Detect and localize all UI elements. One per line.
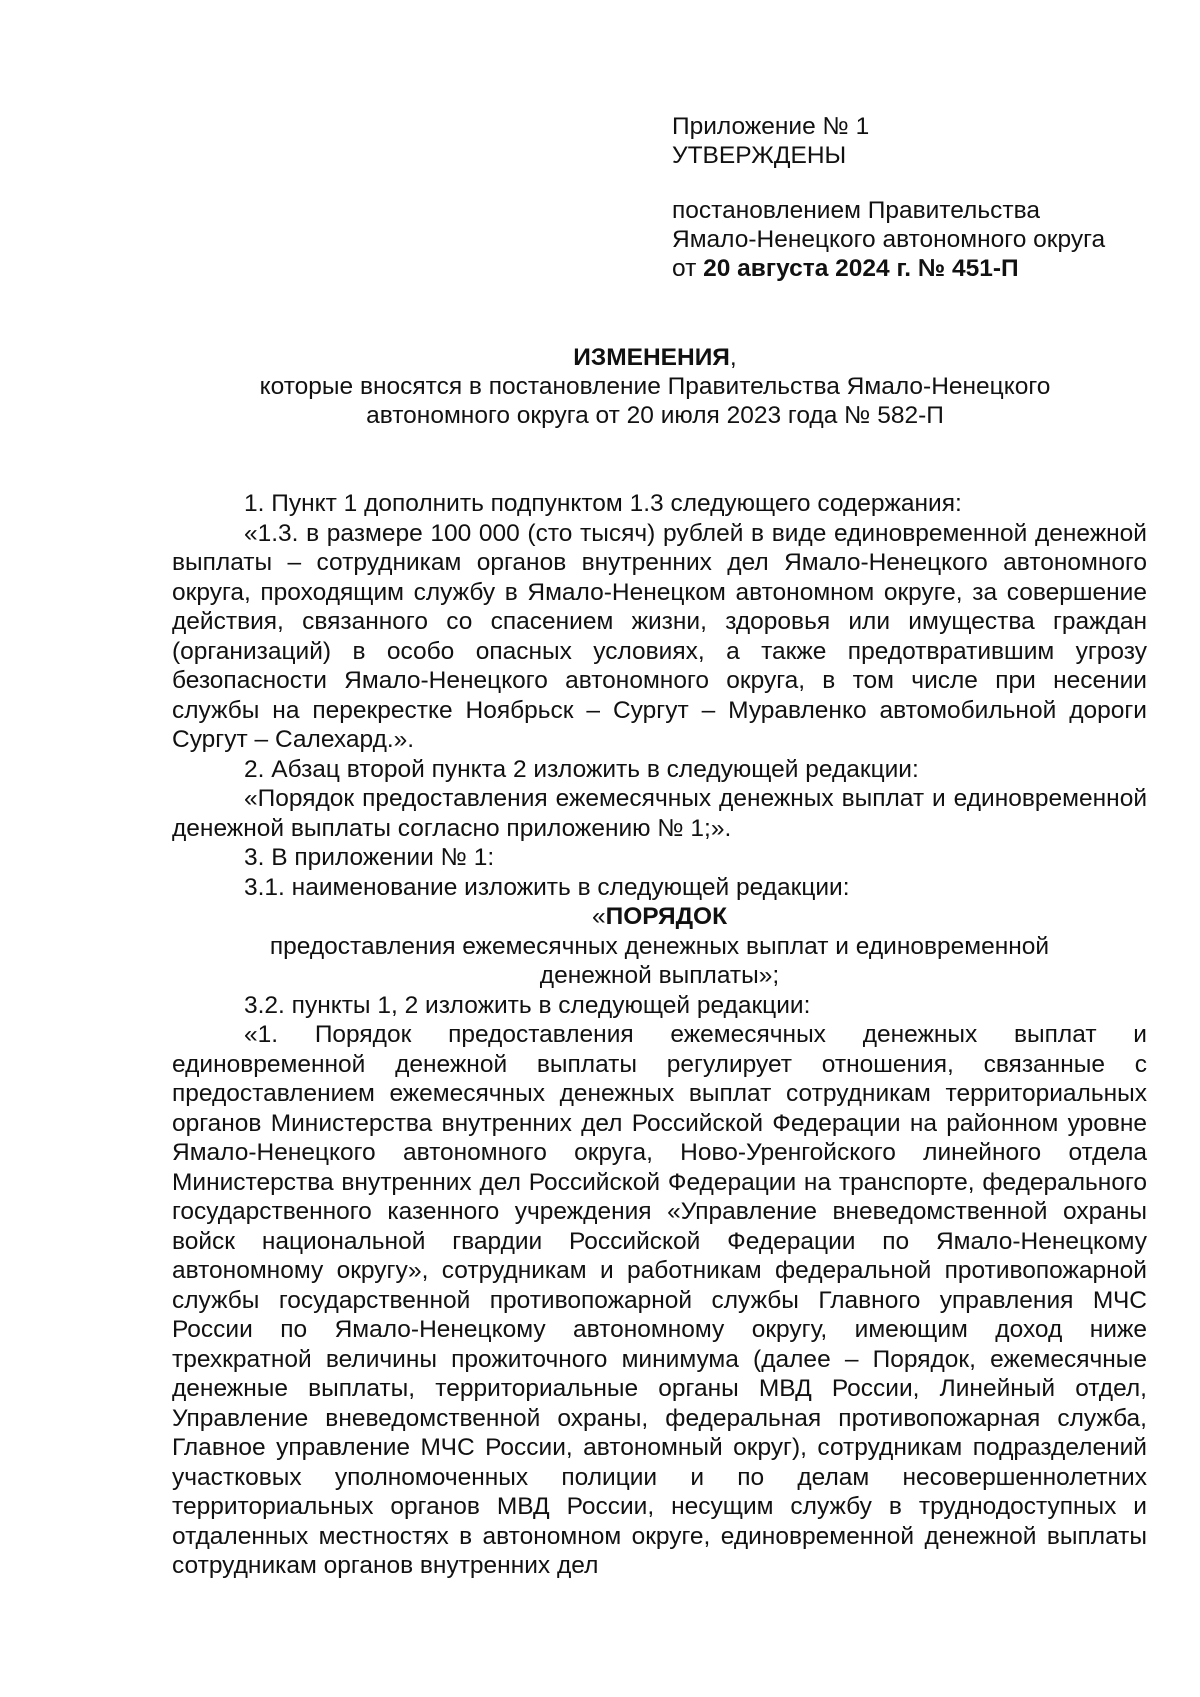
document-title [160,343,1150,430]
paragraph-4: «Порядок предоставления ежемесячных денежных выплат и единовременной денежной выплаты согласно приложению № 1;». [172,785,1147,842]
approval-block [672,112,1172,283]
paragraph-3: 2. Абзац второй пункта 2 изложить в следующей редакции: [244,755,919,783]
paragraph-5: 3. В приложении № 1: [244,844,495,871]
title-heading-comma: , [729,344,737,371]
order-subtitle-line2: денежной выплаты»; [539,962,780,989]
order-heading [172,902,1147,932]
paragraph-1: 1. Пункт 1 дополнить подпунктом 1.3 следующего содержания: [244,490,962,517]
paragraph-9: 3.2. пункты 1, 2 изложить в следующей редакции: [244,991,811,1019]
date-prefix: от [672,255,697,282]
title-subtitle-line1: которые вносятся в постановление Правительства Ямало-Ненецкого [259,373,1051,400]
paragraph-2: «1.3. в размере 100 000 (сто тысяч) рублей в виде единовременной денежной выплаты – сотрудникам органов внутренних дел Ямало-Ненецкого автономного округа, проходящим службу в Ямало-Ненецком автономном округе, за совершение действия, связанного со спасением жизни, здоровья или имущества граждан (организаций) в особо опасных условиях, а также предотвратившим угрозу безопасности Ямало-Ненецкого автономного округа, в том числе при несении службы на перекрестке Ноябрьск – Сургут – Муравленко автомобильной дороги Сургут – Салехард.». [172,519,1147,753]
resolution-label: постановлением Правительства [672,197,1040,224]
order-heading-text: ПОРЯДОК [605,903,728,930]
document-body [172,489,1147,1581]
resolution-date [672,254,1172,283]
title-heading: ИЗМЕНЕНИЯ [573,344,730,371]
order-subtitle-line1: предоставления ежемесячных денежных выплат и единовременной [269,932,1050,960]
appendix-label: Приложение № 1 [672,113,870,140]
paragraph-6: 3.1. наименование изложить в следующей редакции: [244,873,850,901]
date-number: 20 августа 2024 г. № 451-П [703,255,1019,282]
government-name: Ямало-Ненецкого автономного округа [672,226,1106,253]
paragraph-10: «1. Порядок предоставления ежемесячных денежных выплат и единовременной денежной выплаты регулирует отношения, связанные с предоставлением ежемесячных денежных выплат сотрудникам территориальных органов Министерства внутренних дел Российской Федерации на районном уровне Ямало-Ненецкого автономного округа, Ново-Уренгойского линейного отдела Министерства внутренних дел Российской Федерации на транспорте, федерального государственного казенного учреждения «Управление вневедомственной охраны войск национальной гвардии Российской Федерации по Ямало-Ненецкому автономному округу», сотрудникам и работникам федеральной противопожарной службы государственной противопожарной службы Главного управления МЧС России по Ямало-Ненецкому автономному округу, имеющим доход ниже трехкратной величины прожиточного минимума (далее – Порядок, ежемесячные денежные выплаты, территориальные органы МВД России, Линейный отдел, Управление вневедомственной охраны, федеральная противопожарная служба, Главное управление МЧС России, автономный округ), сотрудникам подразделений участковых уполномоченных полиции и по делам несовершеннолетних территориальных органов МВД России, несущим службу в труднодоступных и отдаленных местностях в автономном округе, единовременной денежной выплаты сотрудникам органов внутренних дел [172,1021,1147,1579]
title-subtitle-line2: автономного округа от 20 июля 2023 года № 582-П [366,402,944,429]
order-heading-quote: « [591,903,606,930]
approved-label: УТВЕРЖДЕНЫ [672,142,847,169]
